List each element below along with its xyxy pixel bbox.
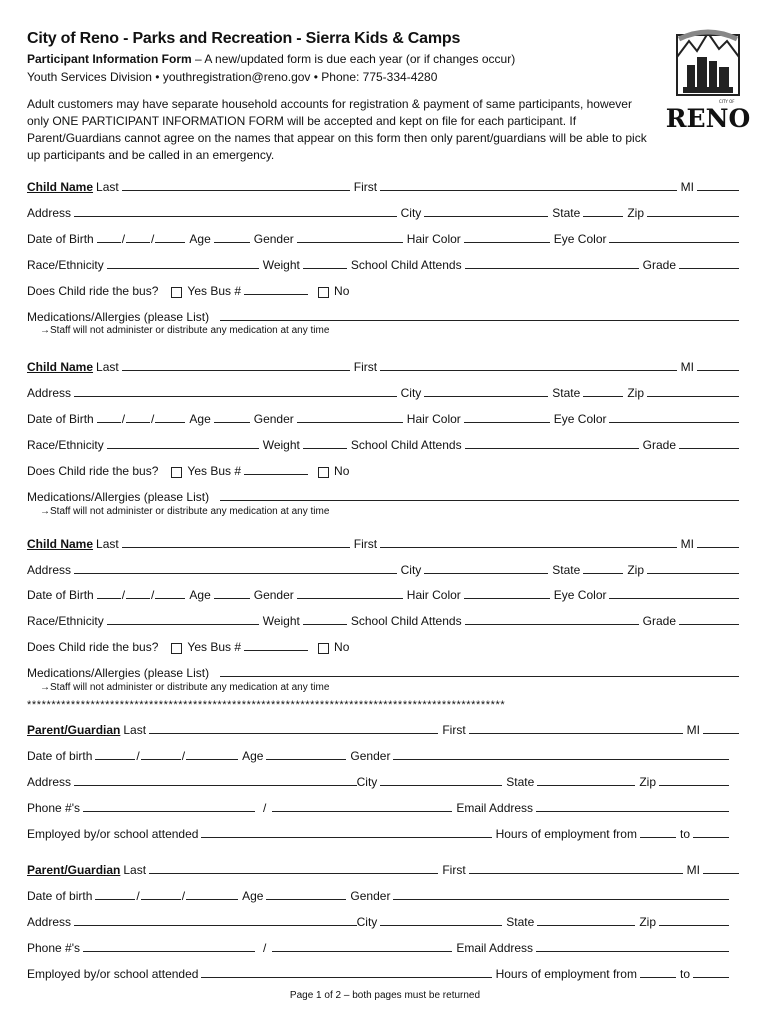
child3-yes-bus-checkbox[interactable] bbox=[171, 643, 182, 654]
hair-color-label: Hair Color bbox=[406, 588, 461, 602]
parent1-email-field[interactable] bbox=[536, 800, 729, 812]
school-label: School Child Attends bbox=[350, 614, 462, 628]
child1-address-field[interactable] bbox=[74, 205, 397, 217]
parent1-employer-field[interactable] bbox=[201, 826, 491, 838]
parent1-dob-year-field[interactable] bbox=[186, 748, 238, 760]
parent2-state-field[interactable] bbox=[537, 914, 635, 926]
child2-race-row bbox=[27, 434, 739, 452]
parent2-gender-field[interactable] bbox=[393, 888, 729, 900]
child3-name-row bbox=[27, 533, 739, 551]
parent1-phone1-field[interactable] bbox=[83, 800, 255, 812]
parent2-mi-field[interactable] bbox=[703, 862, 739, 874]
child1-eye-color-field[interactable] bbox=[609, 231, 739, 243]
city-label: City bbox=[400, 386, 422, 400]
child2-dob-row: Date of Birth / / Age Gender Hair Color Eye Color bbox=[27, 408, 739, 426]
child1-last-name-field[interactable] bbox=[122, 179, 350, 191]
parent1-zip-field[interactable] bbox=[659, 774, 729, 786]
no-label: No bbox=[334, 284, 350, 298]
parent2-name-row bbox=[27, 859, 739, 877]
state-label: State bbox=[552, 206, 581, 220]
parent2-employment-row bbox=[27, 963, 739, 981]
form-description: – A new/updated form is due each year (or if changes occur) bbox=[191, 52, 516, 66]
child3-race-field[interactable] bbox=[107, 613, 259, 625]
gender-label: Gender bbox=[350, 749, 391, 763]
logo-small-text: CITY OF bbox=[719, 99, 735, 104]
parent1-address-field[interactable] bbox=[74, 774, 357, 786]
meds-label: Medications/Allergies (please List) bbox=[27, 666, 210, 680]
mi-label: MI bbox=[680, 180, 694, 194]
parent2-first-name-field[interactable] bbox=[469, 862, 683, 874]
parent1-last-name-field[interactable] bbox=[149, 722, 438, 734]
parent1-phone2-field[interactable] bbox=[272, 800, 452, 812]
page-footer: Page 1 of 2 – both pages must be returned bbox=[289, 990, 481, 1001]
parent1-address-row bbox=[27, 771, 739, 789]
employed-label: Employed by/or school attended bbox=[27, 967, 199, 981]
parent-guardian-label: Parent/Guardian bbox=[27, 863, 121, 877]
weight-label: Weight bbox=[262, 614, 300, 628]
child2-mi-field[interactable] bbox=[697, 359, 739, 371]
state-label: State bbox=[506, 775, 535, 789]
bus-question: Does Child ride the bus? bbox=[27, 464, 159, 478]
child2-grade-field[interactable] bbox=[679, 437, 739, 449]
child3-dob-day-field[interactable] bbox=[126, 587, 150, 599]
city-label: City bbox=[356, 775, 378, 789]
child2-state-field[interactable] bbox=[583, 385, 623, 397]
hair-color-label: Hair Color bbox=[406, 412, 461, 426]
parent2-zip-field[interactable] bbox=[659, 914, 729, 926]
zip-label: Zip bbox=[639, 915, 656, 929]
child2-race-field[interactable] bbox=[107, 437, 259, 449]
child-name-label: Child Name bbox=[27, 180, 94, 194]
parent1-hours-to-field[interactable] bbox=[693, 826, 729, 838]
meds-label: Medications/Allergies (please List) bbox=[27, 490, 210, 504]
child2-meds-row bbox=[27, 486, 739, 504]
state-label: State bbox=[506, 915, 535, 929]
child2-hair-color-field[interactable] bbox=[464, 411, 550, 423]
mi-label: MI bbox=[686, 863, 700, 877]
parent2-phone-row bbox=[27, 937, 739, 955]
child1-gender-field[interactable] bbox=[297, 231, 403, 243]
gender-label: Gender bbox=[350, 889, 391, 903]
parent1-first-name-field[interactable] bbox=[469, 722, 683, 734]
child1-dob-row: Date of Birth / / Age Gender Hair Color Eye Color bbox=[27, 228, 739, 246]
address-label: Address bbox=[27, 563, 72, 577]
form-subtitle bbox=[27, 52, 515, 66]
child2-name-row bbox=[27, 356, 739, 374]
parent2-dob-day-field[interactable] bbox=[141, 888, 181, 900]
address-label: Address bbox=[27, 915, 72, 929]
parent2-dob-month-field[interactable] bbox=[95, 888, 135, 900]
zip-label: Zip bbox=[627, 206, 644, 220]
child1-no-bus-checkbox[interactable] bbox=[318, 287, 329, 298]
child2-dob-month-field[interactable] bbox=[97, 411, 121, 423]
weight-label: Weight bbox=[262, 258, 300, 272]
form-title: City of Reno - Parks and Recreation - Sierra Kids & Camps bbox=[27, 30, 461, 47]
gender-label: Gender bbox=[253, 232, 294, 246]
mi-label: MI bbox=[680, 360, 694, 374]
child-name-label: Child Name bbox=[27, 537, 94, 551]
first-label: First bbox=[442, 723, 466, 737]
child3-last-name-field[interactable] bbox=[122, 536, 350, 548]
child2-bus-row bbox=[27, 460, 739, 478]
child2-age-field[interactable] bbox=[214, 411, 250, 423]
child1-mi-field[interactable] bbox=[697, 179, 739, 191]
address-label: Address bbox=[27, 206, 72, 220]
bus-question: Does Child ride the bus? bbox=[27, 284, 159, 298]
child3-dob-month-field[interactable] bbox=[97, 587, 121, 599]
child1-grade-field[interactable] bbox=[679, 257, 739, 269]
address-label: Address bbox=[27, 775, 72, 789]
child3-city-field[interactable] bbox=[424, 562, 548, 574]
child3-mi-field[interactable] bbox=[697, 536, 739, 548]
dob-label: Date of Birth bbox=[27, 232, 94, 246]
child1-race-row bbox=[27, 254, 739, 272]
parent2-dob-row: Date of birth / / Age Gender bbox=[27, 885, 739, 903]
dob-label: Date of Birth bbox=[27, 412, 94, 426]
age-label: Age bbox=[242, 889, 264, 903]
address-label: Address bbox=[27, 386, 72, 400]
child1-bus-row bbox=[27, 280, 739, 298]
mi-label: MI bbox=[680, 537, 694, 551]
city-label: City bbox=[400, 563, 422, 577]
phone-separator: / bbox=[263, 941, 267, 955]
employed-label: Employed by/or school attended bbox=[27, 827, 199, 841]
child2-first-name-field[interactable] bbox=[380, 359, 677, 371]
child2-meds-field[interactable] bbox=[220, 489, 739, 501]
zip-label: Zip bbox=[627, 386, 644, 400]
state-label: State bbox=[552, 386, 581, 400]
last-label: Last bbox=[123, 723, 147, 737]
child2-eye-color-field[interactable] bbox=[609, 411, 739, 423]
child2-address-field[interactable] bbox=[74, 385, 397, 397]
child3-address-row bbox=[27, 559, 739, 577]
parent1-gender-field[interactable] bbox=[393, 748, 729, 760]
first-label: First bbox=[442, 863, 466, 877]
child1-age-field[interactable] bbox=[214, 231, 250, 243]
parent2-phone2-field[interactable] bbox=[272, 940, 452, 952]
hair-color-label: Hair Color bbox=[406, 232, 461, 246]
last-label: Last bbox=[96, 360, 119, 374]
yes-bus-label: Yes Bus # bbox=[187, 640, 242, 654]
dob-label: Date of birth bbox=[27, 889, 93, 903]
child2-yes-bus-checkbox[interactable] bbox=[171, 467, 182, 478]
parent2-hours-from-field[interactable] bbox=[640, 966, 676, 978]
to-label: to bbox=[679, 827, 690, 841]
mi-label: MI bbox=[686, 723, 700, 737]
first-label: First bbox=[353, 360, 378, 374]
child3-dob-year-field[interactable] bbox=[155, 587, 185, 599]
division-contact-line: Youth Services Division • youthregistration@reno.gov • Phone: 775-334-4280 bbox=[27, 70, 438, 84]
dob-label: Date of birth bbox=[27, 749, 93, 763]
parent2-address-row bbox=[27, 911, 739, 929]
hours-label: Hours of employment from bbox=[495, 967, 637, 981]
child1-meds-note: →Staff will not administer or distribute any medication at any time bbox=[40, 325, 330, 336]
child3-dob-row: Date of Birth / / Age Gender Hair Color Eye Color bbox=[27, 584, 739, 602]
parent1-age-field[interactable] bbox=[266, 748, 346, 760]
child2-zip-field[interactable] bbox=[647, 385, 739, 397]
child1-dob-year-field[interactable] bbox=[155, 231, 185, 243]
child2-city-field[interactable] bbox=[424, 385, 548, 397]
bus-question: Does Child ride the bus? bbox=[27, 640, 159, 654]
parent1-mi-field[interactable] bbox=[703, 722, 739, 734]
race-label: Race/Ethnicity bbox=[27, 438, 104, 452]
yes-bus-label: Yes Bus # bbox=[187, 464, 242, 478]
to-label: to bbox=[679, 967, 690, 981]
phone-label: Phone #'s bbox=[27, 941, 80, 955]
email-label: Email Address bbox=[456, 801, 534, 815]
eye-color-label: Eye Color bbox=[553, 232, 607, 246]
parent2-hours-to-field[interactable] bbox=[693, 966, 729, 978]
race-label: Race/Ethnicity bbox=[27, 614, 104, 628]
parent1-employment-row bbox=[27, 823, 739, 841]
parent1-city-field[interactable] bbox=[380, 774, 502, 786]
child3-eye-color-field[interactable] bbox=[609, 587, 739, 599]
child1-meds-field[interactable] bbox=[220, 309, 739, 321]
child1-dob-day-field[interactable] bbox=[126, 231, 150, 243]
age-label: Age bbox=[189, 412, 211, 426]
child1-hair-color-field[interactable] bbox=[464, 231, 550, 243]
gender-label: Gender bbox=[253, 412, 294, 426]
parent2-email-field[interactable] bbox=[536, 940, 729, 952]
parent1-dob-month-field[interactable] bbox=[95, 748, 135, 760]
city-label: City bbox=[400, 206, 422, 220]
child1-city-field[interactable] bbox=[424, 205, 548, 217]
child-name-label: Child Name bbox=[27, 360, 94, 374]
child3-age-field[interactable] bbox=[214, 587, 250, 599]
child2-school-field[interactable] bbox=[465, 437, 639, 449]
yes-bus-label: Yes Bus # bbox=[187, 284, 242, 298]
child3-meds-note: →Staff will not administer or distribute any medication at any time bbox=[40, 682, 330, 693]
grade-label: Grade bbox=[642, 438, 676, 452]
child1-bus-number-field[interactable] bbox=[244, 283, 308, 295]
grade-label: Grade bbox=[642, 258, 676, 272]
child1-name-row bbox=[27, 176, 739, 194]
child2-dob-year-field[interactable] bbox=[155, 411, 185, 423]
zip-label: Zip bbox=[627, 563, 644, 577]
parent2-last-name-field[interactable] bbox=[149, 862, 438, 874]
form-label: Participant Information Form bbox=[27, 52, 192, 66]
child2-dob-day-field[interactable] bbox=[126, 411, 150, 423]
parent-guardian-label: Parent/Guardian bbox=[27, 723, 121, 737]
child3-meds-field[interactable] bbox=[220, 665, 739, 677]
school-label: School Child Attends bbox=[350, 438, 462, 452]
child3-zip-field[interactable] bbox=[647, 562, 739, 574]
parent2-age-field[interactable] bbox=[266, 888, 346, 900]
grade-label: Grade bbox=[642, 614, 676, 628]
child3-no-bus-checkbox[interactable] bbox=[318, 643, 329, 654]
child1-state-field[interactable] bbox=[583, 205, 623, 217]
no-label: No bbox=[334, 464, 350, 478]
hours-label: Hours of employment from bbox=[495, 827, 637, 841]
parent1-hours-from-field[interactable] bbox=[640, 826, 676, 838]
child3-hair-color-field[interactable] bbox=[464, 587, 550, 599]
age-label: Age bbox=[189, 588, 211, 602]
child1-weight-field[interactable] bbox=[303, 257, 347, 269]
age-label: Age bbox=[189, 232, 211, 246]
child3-bus-row bbox=[27, 636, 739, 654]
email-label: Email Address bbox=[456, 941, 534, 955]
child3-gender-field[interactable] bbox=[297, 587, 403, 599]
parent2-address-field[interactable] bbox=[74, 914, 357, 926]
phone-separator: / bbox=[263, 801, 267, 815]
parent2-phone1-field[interactable] bbox=[83, 940, 255, 952]
section-separator: ************************************************************************************************** bbox=[27, 699, 506, 711]
child2-weight-field[interactable] bbox=[303, 437, 347, 449]
parent2-dob-year-field[interactable] bbox=[186, 888, 238, 900]
child1-zip-field[interactable] bbox=[647, 205, 739, 217]
city-of-reno-logo bbox=[665, 27, 751, 133]
school-label: School Child Attends bbox=[350, 258, 462, 272]
eye-color-label: Eye Color bbox=[553, 412, 607, 426]
parent2-employer-field[interactable] bbox=[201, 966, 491, 978]
logo-reno-text: RENO bbox=[665, 104, 751, 133]
last-label: Last bbox=[123, 863, 147, 877]
race-label: Race/Ethnicity bbox=[27, 258, 104, 272]
child3-meds-row bbox=[27, 662, 739, 680]
last-label: Last bbox=[96, 180, 119, 194]
weight-label: Weight bbox=[262, 438, 300, 452]
parent2-city-field[interactable] bbox=[380, 914, 502, 926]
age-label: Age bbox=[242, 749, 264, 763]
last-label: Last bbox=[96, 537, 119, 551]
parent1-state-field[interactable] bbox=[537, 774, 635, 786]
child2-address-row bbox=[27, 382, 739, 400]
state-label: State bbox=[552, 563, 581, 577]
gender-label: Gender bbox=[253, 588, 294, 602]
child3-school-field[interactable] bbox=[465, 613, 639, 625]
intro-paragraph: Adult customers may have separate household accounts for registration & payment of same participants, however only ONE PARTICIPANT INFORMATION FORM will be accepted and kept on file for each participant. If Parent/Guardians cannot agree on the names that appear on this form then only parent/guardians will be able to pick up participants and be called in an emergency. bbox=[27, 97, 647, 162]
child1-first-name-field[interactable] bbox=[380, 179, 677, 191]
zip-label: Zip bbox=[639, 775, 656, 789]
eye-color-label: Eye Color bbox=[553, 588, 607, 602]
child3-grade-field[interactable] bbox=[679, 613, 739, 625]
child1-meds-row bbox=[27, 306, 739, 324]
child1-race-field[interactable] bbox=[107, 257, 259, 269]
child2-bus-number-field[interactable] bbox=[244, 463, 308, 475]
meds-label: Medications/Allergies (please List) bbox=[27, 310, 210, 324]
child3-first-name-field[interactable] bbox=[380, 536, 677, 548]
first-label: First bbox=[353, 537, 378, 551]
dob-label: Date of Birth bbox=[27, 588, 94, 602]
child2-last-name-field[interactable] bbox=[122, 359, 350, 371]
parent1-dob-row: Date of birth / / Age Gender bbox=[27, 745, 739, 763]
no-label: No bbox=[334, 640, 350, 654]
child3-race-row bbox=[27, 610, 739, 628]
child2-no-bus-checkbox[interactable] bbox=[318, 467, 329, 478]
child1-address-row bbox=[27, 202, 739, 220]
parent1-name-row bbox=[27, 719, 739, 737]
child3-bus-number-field[interactable] bbox=[244, 639, 308, 651]
child2-meds-note: →Staff will not administer or distribute any medication at any time bbox=[40, 506, 330, 517]
child3-address-field[interactable] bbox=[74, 562, 397, 574]
child1-yes-bus-checkbox[interactable] bbox=[171, 287, 182, 298]
phone-label: Phone #'s bbox=[27, 801, 80, 815]
child1-dob-month-field[interactable] bbox=[97, 231, 121, 243]
child2-gender-field[interactable] bbox=[297, 411, 403, 423]
child1-school-field[interactable] bbox=[465, 257, 639, 269]
first-label: First bbox=[353, 180, 378, 194]
child3-weight-field[interactable] bbox=[303, 613, 347, 625]
city-label: City bbox=[356, 915, 378, 929]
parent1-dob-day-field[interactable] bbox=[141, 748, 181, 760]
parent1-phone-row bbox=[27, 797, 739, 815]
child3-state-field[interactable] bbox=[583, 562, 623, 574]
